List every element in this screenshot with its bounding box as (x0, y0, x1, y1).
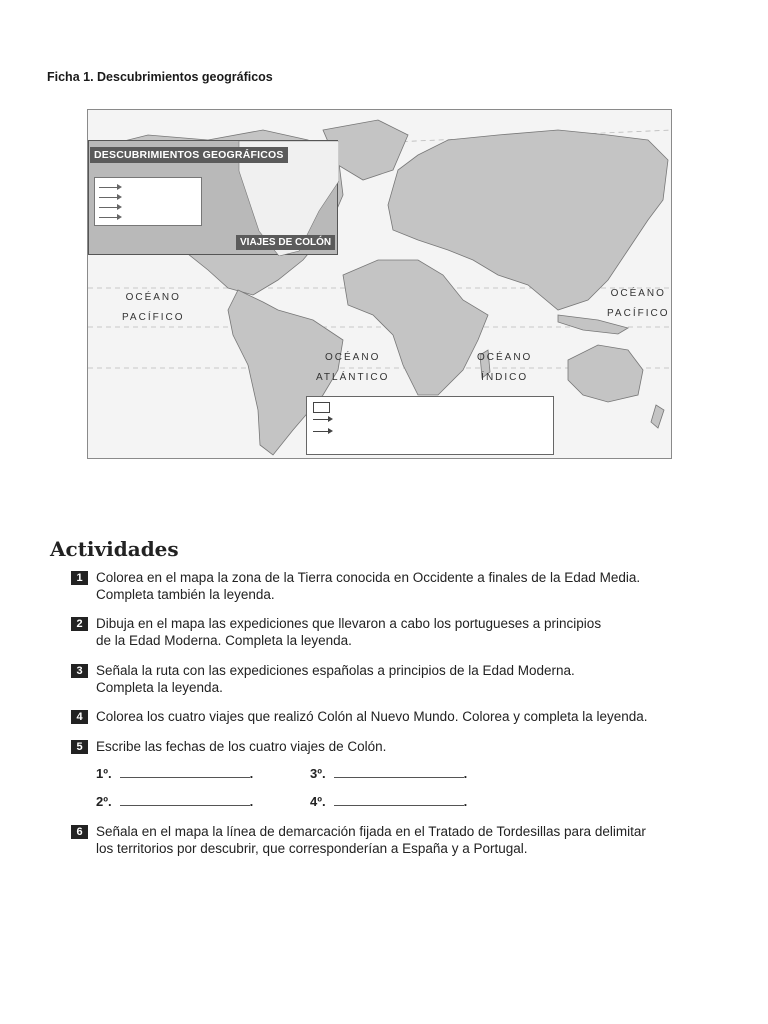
ocean-label-pacific-left: OCÉANO PACÍFICO (122, 292, 185, 323)
map-legend-box[interactable] (306, 396, 554, 455)
page-title: Ficha 1. Descubrimientos geográficos (47, 70, 273, 84)
legend-arrow-icon (99, 207, 119, 208)
legend-arrow-icon (99, 217, 119, 218)
ocean-label-indian: OCÉANO ÍNDICO (477, 352, 533, 383)
legend-arrow-icon (99, 187, 119, 188)
legend-arrow-icon (99, 197, 119, 198)
ocean-label-pacific-right: OCÉANO PACÍFICO (607, 288, 670, 319)
inset-subtitle: VIAJES DE COLÓN (236, 235, 335, 250)
activity-number: 2 (71, 617, 88, 631)
activity-number: 1 (71, 571, 88, 585)
activity-number: 6 (71, 825, 88, 839)
ocean-label-atlantic: OCÉANO ATLÁNTICO (316, 352, 390, 383)
new-zealand (651, 405, 664, 428)
legend-swatch (313, 402, 330, 413)
inset-title: DESCUBRIMIENTOS GEOGRÁFICOS (90, 147, 288, 163)
date-field-2[interactable]: 2º. . (96, 794, 254, 809)
date-field-3[interactable]: 3º. . (310, 766, 468, 781)
activities-heading: Actividades (50, 537, 179, 561)
activity-number: 4 (71, 710, 88, 724)
legend-arrow-icon (313, 431, 330, 432)
activity-number: 3 (71, 664, 88, 678)
date-field-1[interactable]: 1º. . (96, 766, 254, 781)
date-field-4[interactable]: 4º. . (310, 794, 468, 809)
inset-legend[interactable] (94, 177, 202, 226)
activity-number: 5 (71, 740, 88, 754)
world-map (87, 109, 672, 459)
legend-arrow-icon (313, 419, 330, 420)
australia (568, 345, 643, 402)
